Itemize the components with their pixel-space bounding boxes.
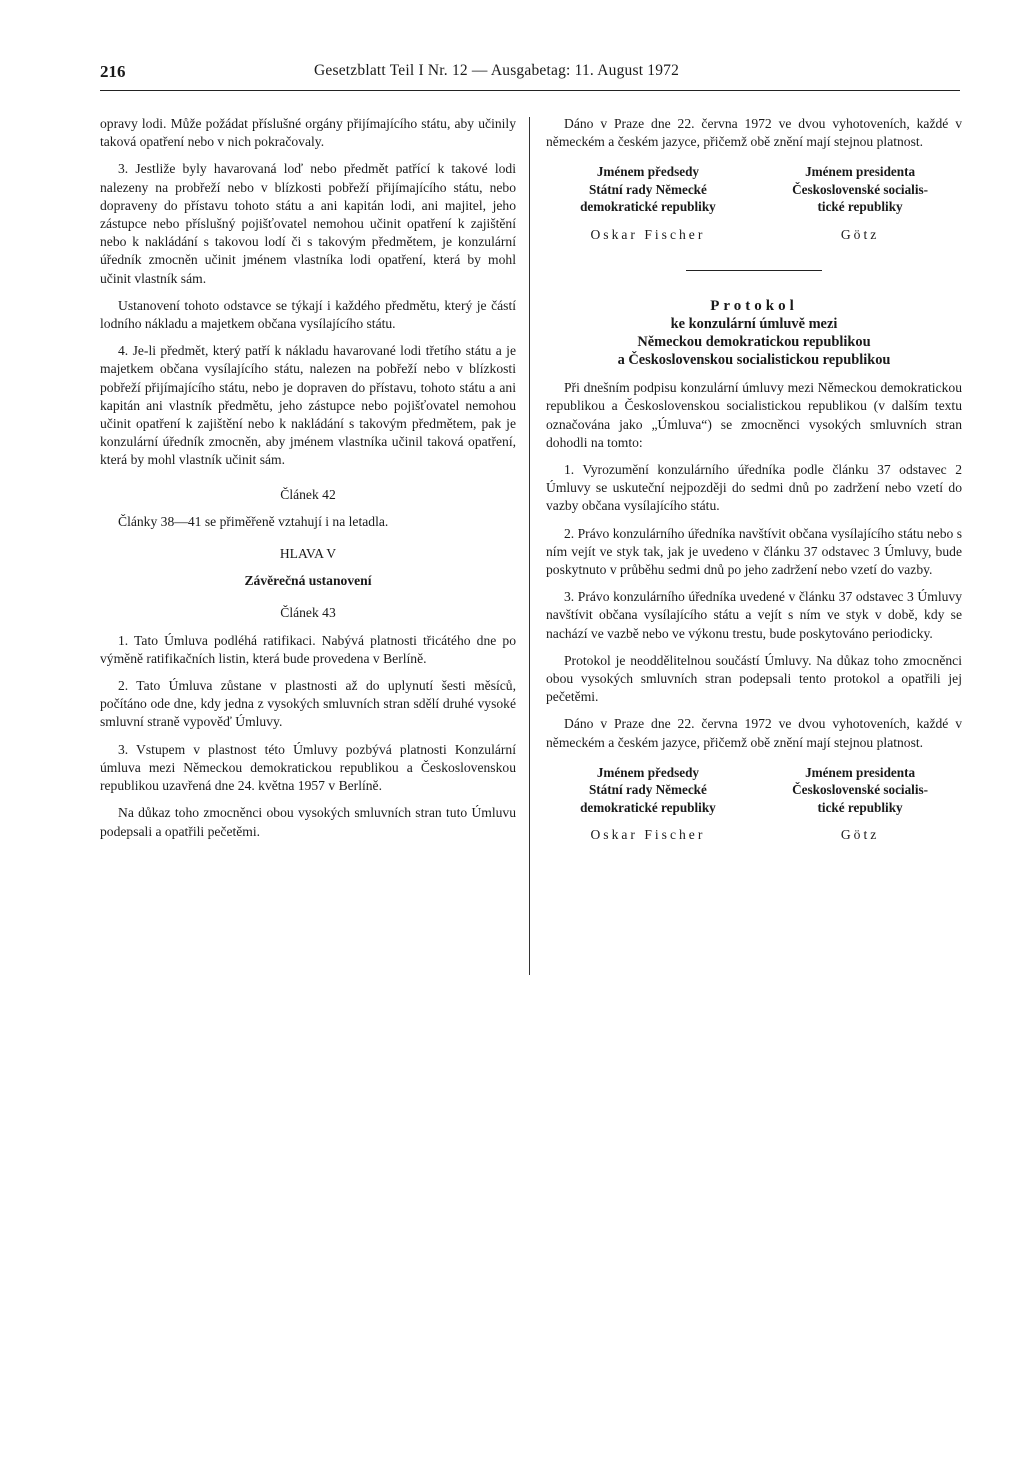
signatory-name: Götz	[840, 226, 880, 242]
right-column	[546, 115, 962, 844]
signatory-line: demokratické republiky	[580, 799, 716, 815]
page-number: 216	[100, 62, 126, 81]
signatory-line: Československé socialis-	[792, 782, 929, 798]
article-42-heading: Článek 42	[280, 486, 336, 502]
page-header	[100, 62, 960, 84]
signatory-name: Oskar Fischer	[590, 226, 706, 242]
paragraph: Při dnešním podpisu konzulární úmluvy mezi Německou demokratickou republikou a Československou socialistickou republikou (v dalším textu označována jako „Úmluva“) se zmocněnci vysokých smluvních stran dohodli na tomto:	[546, 380, 962, 450]
signatory-line: Jménem předsedy	[596, 164, 700, 180]
signature-gdr	[546, 764, 750, 845]
protocol-subheading: ke konzulární úmluvě mezi	[670, 316, 838, 333]
paragraph: 1. Vyrozumění konzulárního úředníka podle článku 37 odstavec 2 Úmluvy se uskuteční nejpozději do sedmi dnů po zadržení nebo vzetí do vazby občana vysílajícího státu.	[546, 461, 962, 514]
signatory-line: Státní rady Německé	[588, 782, 707, 798]
paragraph: Ustanovení tohoto odstavce se týkají i každého předmětu, který je částí lodního nákladu a majetkem občana vysílajícího státu.	[100, 297, 516, 332]
paragraph: Na důkaz toho zmocněnci obou vysokých smluvních stran tuto Úmluvu podepsali a opatřili pečetěmi.	[100, 805, 516, 839]
signatory-line: Státní rady Německé	[588, 181, 707, 197]
protocol-subheading: Německou demokratickou republikou	[637, 334, 871, 351]
signatory-name: Götz	[840, 827, 880, 843]
done-statement: Dáno v Praze dne 22. června 1972 ve dvou vyhotoveních, každé v německém a českém jazyce, přičemž obě znění mají stejnou platnost.	[546, 716, 962, 750]
signatory-line: Československé socialis-	[792, 181, 929, 197]
left-column	[100, 115, 516, 850]
done-statement: Dáno v Praze dne 22. června 1972 ve dvou vyhotoveních, každé v německém a českém jazyce, přičemž obě znění mají stejnou platnost.	[546, 116, 962, 150]
protocol-title	[546, 297, 962, 369]
paragraph: opravy lodi. Může požádat příslušné orgány přijímajícího státu, aby učinily taková opatření nebo v nich pokračovaly.	[100, 116, 516, 150]
chapter-heading: HLAVA V	[279, 546, 337, 562]
section-rule	[686, 270, 822, 271]
paragraph: 2. Tato Úmluva zůstane v plastnosti až do uplynutí šesti měsíců, počítáno ode dne, kdy jedna z vysokých smluvních stran sdělí druhé vysoké smluvní straně vypověď Úmluvy.	[100, 678, 516, 730]
signatory-line: tické republiky	[817, 199, 903, 215]
signature-block	[546, 163, 962, 244]
paragraph: 1. Tato Úmluva podléhá ratifikaci. Nabývá platnosti třicátého dne po výměně ratifikačních listin, která bude provedena v Berlíně.	[100, 632, 516, 666]
header-rule	[100, 90, 960, 91]
protocol-subheading: a Československou socialistickou republikou	[617, 352, 891, 369]
paragraph: 2. Právo konzulárního úředníka navštívit občana vysílajícího státu nebo s ním vejít ve styk tak, jak je uvedeno v článku 37 odstavec 3 Úmluvy, bude poskytnuto v průběhu sedmi dnů po jeho zadržení nebo vzetí do vazby.	[546, 525, 962, 577]
signature-cssr	[758, 163, 962, 244]
paragraph: Protokol je neoddělitelnou součástí Úmluvy. Na důkaz toho zmocněnci obou vysokých smluvních stran podepsali tento protokol a opatřili jej pečetěmi.	[546, 652, 962, 705]
signature-block	[546, 764, 962, 845]
signatory-line: demokratické republiky	[580, 199, 716, 215]
signatory-line: tické republiky	[817, 799, 903, 815]
signatory-line: Jménem presidenta	[805, 764, 916, 780]
running-title: Gesetzblatt Teil I Nr. 12 — Ausgabetag: 11. August 1972	[314, 62, 680, 79]
paragraph: 3. Vstupem v plastnost této Úmluvy pozbývá platnosti Konzulární úmluva mezi Německou demokratickou republikou a Československou republikou uzavřená dne 24. května 1957 v Berlíně.	[100, 741, 516, 794]
signatory-name: Oskar Fischer	[590, 827, 706, 843]
paragraph: 4. Je-li předmět, který patří k nákladu havarované lodi třetího státu a je majetkem občana vysílajícího státu, nalezen na pobřeží nebo v blízkosti pobřeží přijímajícího státu, nebo je dopraven do přístavu, tohoto státu a ani kapitán ani vlastník předmětu, jeho zástupce nebo pojišťovatel nemohou učinit opatření k zajištění nebo k nakládání s takovým předmětem, pak je konzulární úředník zmocněn, aby jménem vlastníka učinil taková opatření, která by mohl vlastník učinit sám.	[100, 343, 516, 468]
chapter-title: Závěrečná ustanovení	[244, 573, 372, 589]
column-divider	[529, 117, 530, 975]
paragraph: Články 38—41 se přiměřeně vztahují i na letadla.	[118, 513, 389, 529]
paragraph: 3. Právo konzulárního úředníka uvedené v článku 37 odstavec 3 Úmluvy navštívit občana vysílajícího státu a vejít s ním ve styk v době, kdy se nachází ve vazbě nebo ve výkonu trestu, bude poskytováno periodicky.	[546, 589, 962, 641]
paragraph: 3. Jestliže byly havarovaná loď nebo předmět patřící k takové lodi nalezeny na probřeží nebo v blízkosti pobřeží přijímajícího státu, nebo dopraveny do přístavu tohoto státu a ani kapitán lodi, ani majitel, jeho zástupce nebo příslušný pojišťovatel nemohou učinit opatření k zajištění nebo k nakládání s takovou lodí či s takovým předmětem, je konzulární úředník zmocněn učinit jménem vlastníka lodi opatření, která by mohl učinit vlastník sám.	[100, 161, 516, 286]
protocol-heading: Protokol	[710, 298, 798, 315]
signatory-line: Jménem předsedy	[596, 764, 700, 780]
article-43-heading: Článek 43	[280, 605, 336, 621]
signature-gdr	[546, 163, 750, 244]
signatory-line: Jménem presidenta	[805, 164, 916, 180]
signature-cssr	[758, 764, 962, 845]
